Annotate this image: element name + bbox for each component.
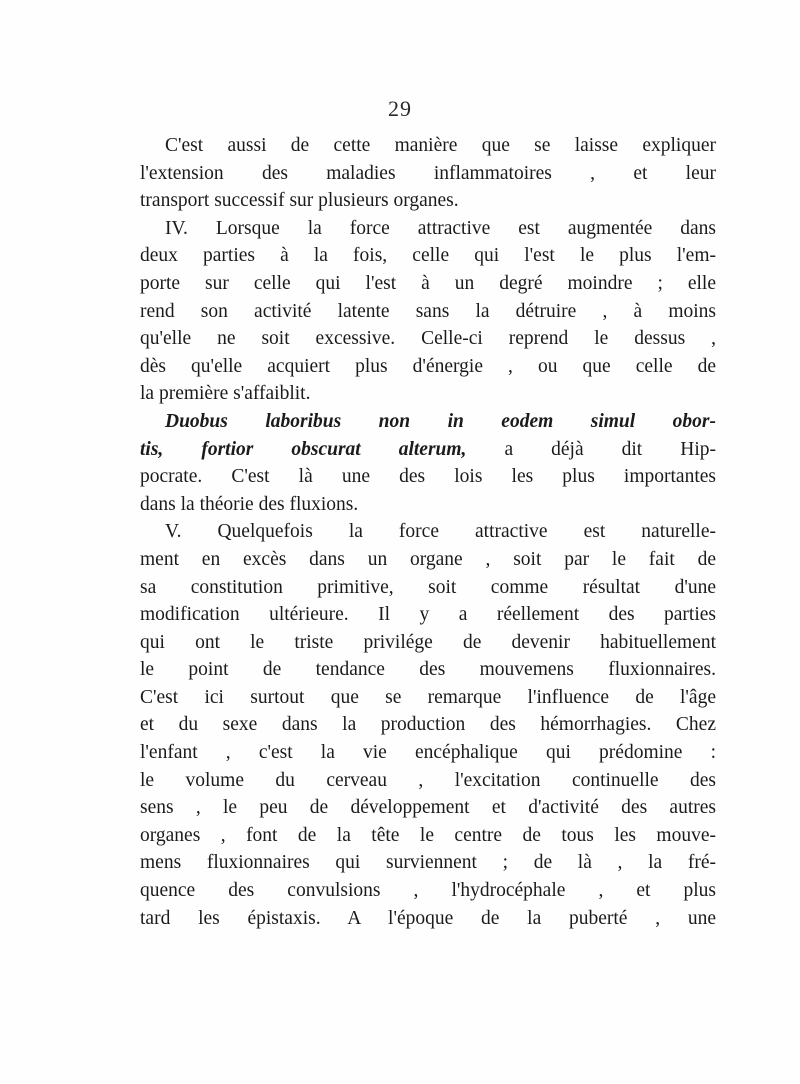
text-line: C'est ici surtout que se remarque l'influence de l'âge bbox=[140, 686, 716, 708]
text-line: tard les épistaxis. A l'époque de la puberté , une bbox=[140, 907, 716, 929]
text-line: mens fluxionnaires qui surviennent ; de là , la fré- bbox=[140, 852, 716, 874]
text-line: transport successif sur plusieurs organes. bbox=[140, 190, 459, 212]
text-line: sa constitution primitive, soit comme résultat d'une bbox=[140, 576, 716, 598]
page-number: 29 bbox=[388, 96, 412, 121]
text-line: pocrate. C'est là une des lois les plus importantes bbox=[140, 466, 716, 488]
text-line: le volume du cerveau , l'excitation continuelle des bbox=[140, 769, 716, 791]
text-line-rest: a déjà dit Hip- bbox=[466, 438, 716, 460]
latin-quote: tis, fortior obscurat alterum, bbox=[140, 438, 467, 460]
text-line: quence des convulsions , l'hydrocéphale , et plus bbox=[140, 880, 716, 902]
text-line: l'enfant , c'est la vie encéphalique qui prédomine : bbox=[140, 742, 716, 764]
text-line: C'est aussi de cette manière que se laisse expliquer bbox=[165, 135, 716, 156]
body-text bbox=[140, 132, 716, 932]
text-line: organes , font de la tête le centre de tous les mouve- bbox=[140, 824, 716, 846]
text-line: dans la théorie des fluxions. bbox=[140, 493, 359, 515]
text-line bbox=[140, 436, 716, 464]
text-line: la première s'affaiblit. bbox=[140, 383, 311, 405]
text-line: ment en excès dans un organe , soit par le fait de bbox=[140, 548, 716, 570]
text-line: dès qu'elle acquiert plus d'énergie , ou que celle de bbox=[140, 355, 716, 377]
text-line: IV. Lorsque la force attractive est augmentée dans bbox=[165, 217, 716, 239]
text-line: le point de tendance des mouvemens fluxionnaires. bbox=[140, 659, 716, 681]
text-line: sens , le peu de développement et d'activité des autres bbox=[140, 797, 716, 819]
text-line: l'extension des maladies inflammatoires , et leur bbox=[140, 162, 716, 184]
text-line: modification ultérieure. Il y a réellement des parties bbox=[140, 604, 716, 626]
text-line: deux parties à la fois, celle qui l'est le plus l'em- bbox=[140, 245, 716, 267]
text-line: V. Quelquefois la force attractive est naturelle- bbox=[165, 521, 716, 543]
text-line: qu'elle ne soit excessive. Celle-ci reprend le dessus , bbox=[140, 328, 716, 350]
latin-quote: Duobus laboribus non in eodem simul obor- bbox=[165, 410, 716, 432]
text-line: et du sexe dans la production des hémorrhagies. Chez bbox=[140, 714, 716, 736]
text-line: qui ont le triste privilége de devenir habituellement bbox=[140, 631, 716, 653]
text-line bbox=[140, 408, 716, 436]
text-line: rend son activité latente sans la détruire , à moins bbox=[140, 300, 716, 322]
text-line: porte sur celle qui l'est à un degré moindre ; elle bbox=[140, 272, 716, 294]
